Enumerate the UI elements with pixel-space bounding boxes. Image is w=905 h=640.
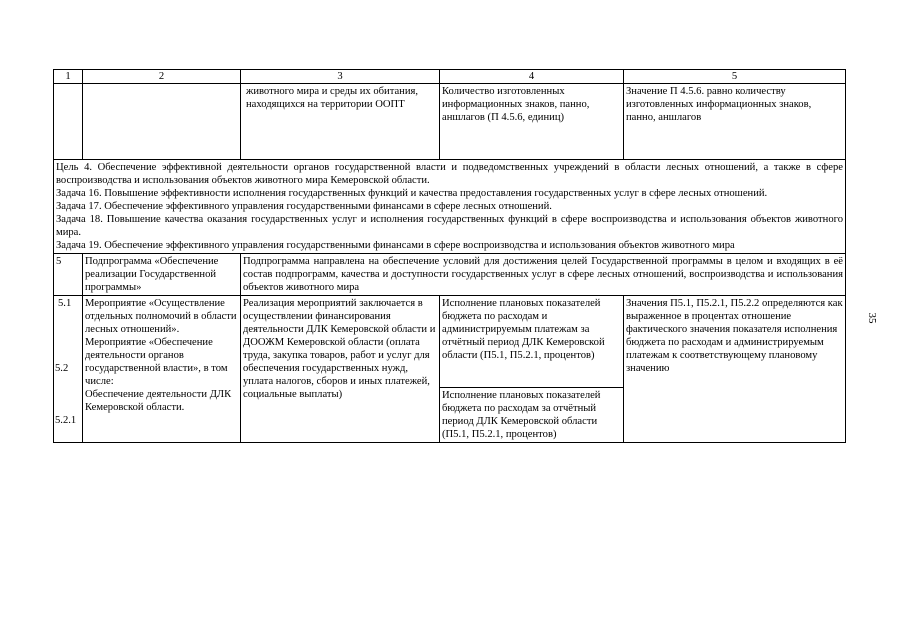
activities-col5: Значения П5.1, П5.2.1, П5.2.2 определяются как выраженное в процентах отношение фактического значения показателя исполнения бюджета по расходам и администрируемым платежам к соответствующему плановому значению: [624, 296, 846, 443]
subprogram-name: Подпрограмма «Обеспечение реализации Государственной программы»: [83, 254, 241, 296]
task-19: Задача 19. Обеспечение эффективного управления государственными финансами в сфере воспроизводства и использования объектов животного мира: [56, 240, 735, 251]
continuation-num: [54, 84, 83, 160]
header-row: [54, 70, 846, 84]
header-col-2: 2: [83, 70, 241, 84]
header-col-3: 3: [241, 70, 440, 84]
item-5-2: Мероприятие «Обеспечение деятельности органов государственной власти», в том числе:: [85, 337, 228, 387]
task-18: Задача 18. Повышение качества оказания государственных услуг и исполнения государственных функций в сфере воспроизводства и использования объектов животного мира.: [56, 214, 843, 238]
header-col-4: 4: [440, 70, 624, 84]
activities-col4: [440, 296, 624, 443]
indicator-budget-payments: Исполнение плановых показателей бюджета по расходам и администрируемым платежам за отчётный период ДЛК Кемеровской области (П5.1, П5.2.1, процентов): [442, 298, 605, 361]
subprogram-row: [54, 254, 846, 296]
continuation-row: [54, 84, 846, 160]
item-5-2-1: Обеспечение деятельности ДЛК Кемеровской области.: [85, 389, 232, 413]
activities-col3: Реализация мероприятий заключается в осуществлении финансирования деятельности ДЛК Кемеровской области и ДООЖМ Кемеровской области (оплата труда, закупка товаров, работ и услуг для обеспечения государственных нужд, уплата налогов, сборов и иных платежей, социальные выплаты): [241, 296, 440, 443]
goal-block: [54, 160, 846, 254]
continuation-col5: Значение П 4.5.6. равно количеству изготовленных информационных знаков, панно, аншлагов: [624, 84, 846, 160]
task-17: Задача 17. Обеспечение эффективного управления государственными финансами в сфере лесных отношений.: [56, 201, 552, 212]
continuation-col4: Количество изготовленных информационных знаков, панно, аншлагов (П 4.5.6, единиц): [440, 84, 624, 160]
goal-row: [54, 160, 846, 254]
continuation-col3: животного мира и среды их обитания, находящихся на территории ООПТ: [241, 84, 440, 160]
indicator-budget-expenses: Исполнение плановых показателей бюджета по расходам за отчётный период ДЛК Кемеровской области (П5.1, П5.2.1, процентов): [440, 387, 623, 442]
num-5-2-1: 5.2.1: [55, 415, 77, 426]
task-16: Задача 16. Повышение эффективности исполнения государственных функций и качества предоставления государственных услуг в сфере лесных отношений.: [56, 188, 768, 199]
item-5-1: Мероприятие «Осуществление отдельных полномочий в области лесных отношений».: [85, 298, 237, 335]
subprogram-description: Подпрограмма направлена на обеспечение условий для достижения целей Государственной программы в целом и входящих в её состав подпрограмм, качества и доступности государственных услуг в сфере лесных отношений, воспроизводства и использования объектов животного мира: [241, 254, 846, 296]
header-col-1: 1: [54, 70, 83, 84]
activities-row: [54, 296, 846, 443]
header-col-5: 5: [624, 70, 846, 84]
num-5-1: 5.1: [58, 298, 72, 309]
indicators-table: [53, 69, 846, 443]
page-number: 35: [866, 312, 878, 324]
continuation-name: [83, 84, 241, 160]
subprogram-num: 5: [54, 254, 83, 296]
num-5-2: 5.2: [55, 363, 69, 374]
activities-nums: [54, 296, 83, 443]
goal-4: Цель 4. Обеспечение эффективной деятельности органов государственной власти и подведомственных учреждений в области лесных отношений, а также в сфере воспроизводства и использования объектов животного мира Кемеровской области.: [56, 162, 843, 186]
activities-names: [83, 296, 241, 443]
